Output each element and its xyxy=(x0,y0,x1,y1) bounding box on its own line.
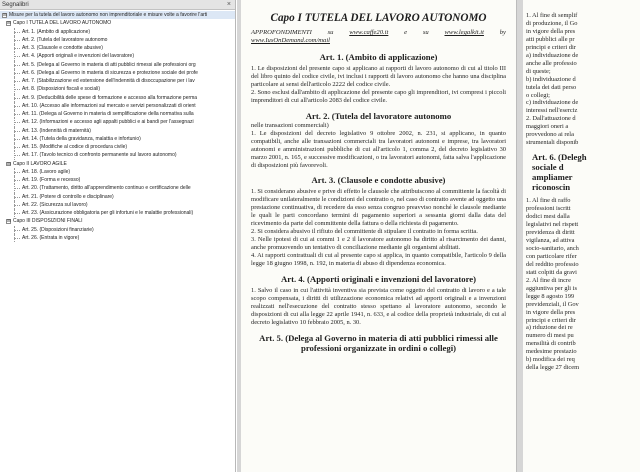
su-label-2: su xyxy=(422,29,429,36)
page2-line: con particolare rifer xyxy=(526,252,577,260)
by-label: by xyxy=(499,29,506,36)
page2-line: tutela dei dati perso xyxy=(526,83,577,91)
tree-connector xyxy=(14,131,20,132)
tree-connector xyxy=(14,122,20,123)
bookmarks-tree xyxy=(0,10,235,242)
bookmark-item[interactable] xyxy=(0,168,235,176)
approfondimenti-line xyxy=(251,29,506,37)
bookmark-item[interactable] xyxy=(0,209,235,217)
tree-connector xyxy=(14,188,20,189)
tree-connector xyxy=(14,56,20,57)
page2-line: socio-sanitario, anch xyxy=(526,244,579,252)
bookmark-label: Art. 10. (Accesso alle informazioni sul mercato e servizi personalizzati di orient xyxy=(22,102,196,109)
document-page-2 xyxy=(523,0,640,472)
page2-line: c) individuazione de xyxy=(526,99,579,107)
bookmarks-panel xyxy=(0,0,236,472)
page2-line: b) modifica dei req xyxy=(526,356,575,364)
tree-connector xyxy=(14,147,20,148)
page2-line: maggiori oneri a xyxy=(526,123,569,131)
bookmark-item[interactable] xyxy=(0,151,235,159)
bookmark-label: Art. 5. (Delega al Governo in materia di atti pubblici rimessi alle professioni org xyxy=(22,61,196,68)
bookmark-label: Art. 19. (Forma e recesso) xyxy=(22,177,81,183)
bookmark-item[interactable] xyxy=(0,102,235,110)
page2-line: in vigore della pres xyxy=(526,27,576,35)
collapse-toggle-icon[interactable]: ⊟ xyxy=(7,219,11,225)
bookmark-label: Art. 2. (Tutela del lavoratore autonomo xyxy=(22,36,108,43)
bookmark-item[interactable] xyxy=(0,94,235,102)
page2-line: dodici mesi dalla xyxy=(526,213,570,221)
bookmark-item[interactable] xyxy=(0,36,235,44)
page2-line: numero di mesi pu xyxy=(526,332,574,340)
tree-connector xyxy=(14,65,20,66)
page2-line: provvedono ai rela xyxy=(526,131,574,139)
tree-connector xyxy=(14,40,20,41)
page2-line: anche alle professio xyxy=(526,59,577,67)
su-label: su xyxy=(327,29,334,36)
article-2-heading: Art. 2. (Tutela del lavoratore autonomo xyxy=(305,110,452,121)
article-5-heading-line-1: Art. 5. (Delega al Governo in materia di atti pubblici rimessi alle xyxy=(259,332,498,343)
bookmark-label: Capo II LAVORO AGILE xyxy=(13,160,67,167)
page2-line: principi e criteri dir xyxy=(526,43,576,51)
page2-article-6-heading xyxy=(526,152,640,192)
bookmark-item[interactable] xyxy=(0,193,235,201)
bookmark-group[interactable] xyxy=(0,160,235,168)
bookmark-item[interactable] xyxy=(0,176,235,184)
page2-line: a) individuazione de xyxy=(526,51,579,59)
bookmark-label: Art. 3. (Clausole e condotte abusive) xyxy=(22,45,103,51)
page2-line: in vigore della pres xyxy=(526,308,576,316)
bookmark-label: Art. 13. (Indennità di maternità) xyxy=(22,127,91,134)
collapse-toggle-icon[interactable]: ⊟ xyxy=(7,161,11,167)
bookmark-label: Art. 22. (Sicurezza sul lavoro) xyxy=(22,201,88,208)
tree-connector xyxy=(14,89,20,90)
link-legalkit[interactable]: www.legalkit.it xyxy=(444,29,484,36)
bookmark-item[interactable] xyxy=(0,85,235,93)
bookmark-label: Art. 18. (Lavoro agile) xyxy=(22,168,71,175)
document-viewer[interactable] xyxy=(237,0,640,472)
tree-connector xyxy=(14,114,20,115)
article-3-heading: Art. 3. (Clausole e condotte abusive) xyxy=(311,175,446,186)
bookmark-item[interactable] xyxy=(0,234,235,242)
bookmark-label: Art. 25. (Disposizioni finanziarie) xyxy=(22,226,94,233)
page2-line: di queste; xyxy=(526,67,551,75)
article-1-paragraph-1: 1. Le disposizioni del presente capo si applicano ai rapporti di lavoro autonomo di cui al titolo III del libro quinto del codice civile, ivi inclusi i rapporti di lavoro autonomo che hanno una disciplina particolare ai sensi dell'articolo 2222 del codice civile. xyxy=(251,65,506,88)
tree-connector xyxy=(14,230,20,231)
article-3-paragraph-2: 2. Si considera abusivo il rifiuto del committente di stipulare il contratto in forma scritta. xyxy=(251,228,478,236)
tree-connector xyxy=(14,98,20,99)
page2-line: a) riduzione dei re xyxy=(526,324,573,332)
approfondimenti-label: APPROFONDIMENTI xyxy=(251,29,312,36)
tree-connector xyxy=(14,48,20,49)
tree-connector xyxy=(14,32,20,33)
bookmark-label: Art. 6. (Delega al Governo in materia di sicurezza e protezione sociale dei profe xyxy=(22,69,198,76)
bookmark-group[interactable] xyxy=(0,11,235,19)
bookmarks-title: Segnalibri xyxy=(2,2,29,8)
bookmark-item[interactable] xyxy=(0,44,235,52)
bookmark-item[interactable] xyxy=(0,61,235,69)
link-iusondemand[interactable]: www.IusOnDemand.com/mail xyxy=(251,37,330,44)
article-4-heading: Art. 4. (Apporti originali e invenzioni del lavoratore) xyxy=(280,274,477,285)
page2-line: 1. Al fine di semplif xyxy=(526,12,578,19)
page2-heading-line: sociale d xyxy=(532,162,564,173)
page2-line: 2. Al fine di incre xyxy=(526,276,571,284)
page2-line: interessi nell'eserciz xyxy=(526,107,578,115)
tree-connector xyxy=(14,172,20,173)
bookmark-label: Art. 7. (Stabilizzazione ed estensione dell'indennità di disoccupazione per i lav xyxy=(22,78,195,84)
bookmark-label: Capo III DISPOSIZIONI FINALI xyxy=(13,218,83,225)
bookmark-label: Art. 20. (Trattamento, diritto all'apprendimento continuo e certificazione delle xyxy=(22,185,191,192)
bookmark-group[interactable] xyxy=(0,19,235,27)
bookmark-label: Art. 8. (Disposizioni fiscali e sociali) xyxy=(22,86,101,93)
chapter-title: Capo I TUTELA DEL LAVORO AUTONOMO xyxy=(270,12,487,24)
tree-connector xyxy=(14,155,20,156)
page2-line: 1. Al fine di raffo xyxy=(526,197,571,205)
page2-line: stati colpiti da gravi xyxy=(526,268,577,276)
bookmark-label: Art. 1. (Ambito di applicazione) xyxy=(22,28,91,35)
page2-heading-line: Art. 6. (Delegh xyxy=(532,152,587,163)
article-5-heading xyxy=(251,333,506,353)
article-5-heading-line-2: professioni organizzate in ordini o collegi) xyxy=(301,342,456,353)
bookmark-item[interactable] xyxy=(0,226,235,234)
page2-line: della legge 27 dicem xyxy=(526,364,580,372)
bookmark-label: Art. 4. (Apporti originali e invenzioni del lavoratore) xyxy=(22,53,134,60)
bookmark-label: Misure per la tutela del lavoro autonomo non imprenditoriale e misure volte a favorire l'arti xyxy=(9,12,208,18)
article-2-paragraph-1: 1. Le disposizioni del decreto legislativo 9 ottobre 2002, n. 231, si applicano, in quanto compatibili, anche alle transazioni commerciali tra lavoratori autonomi e imprese, tra lavoratori autonomi e amministrazioni pubbliche di cui all'articolo 1, comma 2, del decreto legislativo 30 marzo 2001, n. 165, e successive modificazioni, o tra lavoratori autonomi, fatta salva l'applicazione di disposizioni più favorevoli. xyxy=(251,129,506,169)
page2-text-top xyxy=(526,12,640,147)
page2-heading-line: riconoscin xyxy=(532,182,571,193)
e-label: e xyxy=(404,29,408,36)
tree-connector xyxy=(14,205,20,206)
bookmark-item[interactable] xyxy=(0,52,235,60)
page2-line: principi e criteri dir xyxy=(526,316,576,324)
bookmark-label: Art. 15. (Modifiche al codice di procedura civile) xyxy=(22,144,128,150)
page2-line: strumentali disponib xyxy=(526,139,579,147)
bookmark-item[interactable] xyxy=(0,118,235,126)
bookmark-item[interactable] xyxy=(0,110,235,118)
article-3-paragraph-4: 4. Ai rapporti contrattuali di cui al presente capo si applica, in quanto compatibile, l'articolo 9 della legge 18 giugno 1998, n. 192, in materia di abuso di dipendenza economica. xyxy=(251,252,506,268)
page2-line: aggiuntiva per gli is xyxy=(526,284,577,292)
page2-line: del reddito professio xyxy=(526,260,579,268)
bookmark-label: Art. 12. (Informazioni e accesso agli appalti pubblici e ai bandi per l'assegnazi xyxy=(22,119,194,126)
page2-line: mensilità di contrib xyxy=(526,340,576,348)
bookmark-item[interactable] xyxy=(0,135,235,143)
bookmark-item[interactable] xyxy=(0,184,235,192)
page2-line: previdenza di diritt xyxy=(526,229,575,237)
article-1-heading: Art. 1. (Ambito di applicazione) xyxy=(319,52,438,62)
bookmark-label: Art. 11. (Delega al Governo in materia di semplificazione della normativa sulla xyxy=(22,111,194,117)
bookmark-group[interactable] xyxy=(0,217,235,225)
bookmark-label: Art. 26. (Entrata in vigore) xyxy=(22,234,80,241)
page2-line: legislativi nel rispett xyxy=(526,221,579,229)
article-4-paragraph-1: 1. Salvo il caso in cui l'attività inventiva sia prevista come oggetto del contratto di lavoro e a tale scopo compensata, i diritti di utilizzazione economica relativi ad apporti originali e a invenzioni realizzati nell'esecuzione del contratto stesso spettano al lavoratore autonomo, secondo le disposizioni di cui alla legge 22 aprile 1941, n. 633, e al codice della proprietà industriale, di cui al decreto legislativo 10 febbraio 2005, n. 30. xyxy=(251,287,506,326)
article-3-paragraph-3: 3. Nelle ipotesi di cui ai commi 1 e 2 il lavoratore autonomo ha diritto al risarcimento dei danni, anche promuovendo un tentativo di conciliazione mediante gli organismi abilitati. xyxy=(251,236,506,252)
collapse-toggle-icon[interactable]: ⊟ xyxy=(7,21,11,27)
collapse-toggle-icon[interactable]: ⊟ xyxy=(3,13,7,18)
page2-line: previdenziali, il Gov xyxy=(526,300,579,308)
tree-connector xyxy=(14,73,20,74)
bookmark-label: Art. 17. (Tavolo tecnico di confronto permanente sul lavoro autonomo) xyxy=(22,152,177,159)
page2-line: legge 8 agosto 199 xyxy=(526,292,575,300)
bookmark-label: Art. 9. (Deducibilità delle spese di formazione e accesso alla formazione perma xyxy=(22,94,198,101)
page2-text-bottom xyxy=(526,197,640,372)
page2-line: professioni iscritt xyxy=(526,205,571,213)
tree-connector xyxy=(14,213,20,214)
article-3-paragraph-1: 1. Si considerano abusive e prive di effetto le clausole che attribuiscono al committente la facoltà di modificare unilateralmente le condizioni del contratto o, nel caso di contratto avente ad oggetto una prestazione continuativa, di recedere da esso senza congruo preavviso nonché le clausole mediante le quali le parti concordano termini di pagamento superiori a sessanta giorni dalla data del ricevimento da parte del committente della fattura o della richiesta di pagamento. xyxy=(251,188,506,228)
article-1-paragraph-2: 2. Sono esclusi dall'ambito di applicazione del presente capo gli imprenditori, ivi compresi i piccoli imprenditori di cui all'articolo 2083 del codice civile. xyxy=(251,88,506,104)
page2-heading-line: ampliamer xyxy=(532,172,573,183)
close-icon[interactable]: × xyxy=(226,1,231,8)
bookmark-label: Capo I TUTELA DEL LAVORO AUTONOMO xyxy=(13,20,112,27)
page2-line: medesime prestazio xyxy=(526,348,577,356)
document-page xyxy=(241,0,517,472)
bookmark-item[interactable] xyxy=(0,28,235,36)
bookmark-label: Art. 14. (Tutela della gravidanza, malattia e infortunio) xyxy=(22,135,141,142)
tree-connector xyxy=(14,139,20,140)
page2-line: o collegi; xyxy=(526,91,550,99)
tree-connector xyxy=(14,180,20,181)
bookmark-item[interactable] xyxy=(0,201,235,209)
tree-connector xyxy=(14,106,20,107)
page2-line: b) individuazione d xyxy=(526,75,576,83)
tree-connector xyxy=(14,81,20,82)
page2-line: 2. Dall'attuazione d xyxy=(526,115,576,123)
bookmark-label: Art. 23. (Assicurazione obbligatoria per gli infortuni e le malattie professionali) xyxy=(22,210,194,216)
bookmark-label: Art. 21. (Potere di controllo e disciplinare) xyxy=(22,193,114,200)
page2-line: vigilanza, ad attiva xyxy=(526,236,575,244)
article-2-subheading: nelle transazioni commerciali) xyxy=(251,121,329,129)
bookmarks-header xyxy=(0,0,235,10)
bookmark-item[interactable] xyxy=(0,143,235,151)
tree-connector xyxy=(14,197,20,198)
bookmark-item[interactable] xyxy=(0,77,235,85)
bookmark-item[interactable] xyxy=(0,69,235,77)
bookmark-item[interactable] xyxy=(0,127,235,135)
page2-line: atti pubblici alle pr xyxy=(526,35,575,43)
link-caffe20[interactable]: www.caffe20.it xyxy=(349,29,389,36)
page2-line: di produzione, il Go xyxy=(526,19,578,27)
tree-connector xyxy=(14,238,20,239)
